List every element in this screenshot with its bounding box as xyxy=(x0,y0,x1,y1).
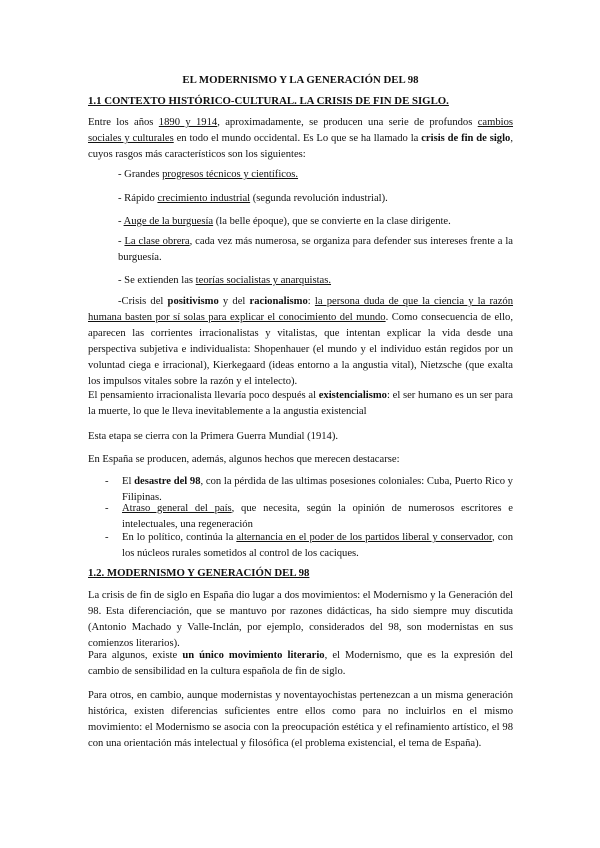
text-run: - Se extienden las xyxy=(118,275,196,286)
paragraph xyxy=(88,452,513,468)
paragraph xyxy=(88,588,513,652)
list-item xyxy=(105,501,513,533)
text-run: Para otros, en cambio, aunque modernistas y noventayochistas pertenezcan a un misma generación histórica, existen diferencias suficientes entre ellos como para no incluirlos en el mismo movimiento: el Modernismo se asocia con la preocupación estética y el refinamiento artístico, el 98 con una orientación más intelectual y filosófica (el problema existencial, el tema de España). xyxy=(88,690,513,749)
bold-text: crisis de fin de siglo xyxy=(421,133,511,144)
text-run: (la belle époque), que se convierte en la clase dirigente. xyxy=(213,216,451,227)
underlined-text: cambios sociales y culturales xyxy=(88,117,514,144)
list-dash: - xyxy=(105,503,109,514)
text-run: En España se producen, además, algunos hechos que merecen destacarse: xyxy=(88,454,400,465)
section-heading xyxy=(88,565,513,581)
bullet-item xyxy=(118,191,513,207)
underlined-text: progresos técnicos y científicos. xyxy=(162,169,299,180)
text-run: , que necesita, según la opinión de numerosos escritores e intelectuales, una regeneración xyxy=(122,503,513,530)
text-run: El pensamiento irracionalista llevaría poco después al xyxy=(88,390,319,401)
text-run: , aproximadamente, se producen una serie de profundos xyxy=(217,117,478,128)
text-run: (segunda revolución industrial). xyxy=(250,193,388,204)
text-run: En lo político, continúa la xyxy=(122,532,237,543)
paragraph xyxy=(88,429,513,445)
text-run: : xyxy=(307,296,315,307)
document-title xyxy=(88,72,513,88)
text-run: La crisis de fin de siglo en España dio lugar a dos movimientos: el Modernismo y la Generación del 98. Esta diferenciación, que se mantuvo por razones didácticas, ha sido siempre muy discutida (Antonio Machado y Valle-Inclán, por ejemplo, considerados del 98, son modernistas en sus comienzos literarios). xyxy=(88,590,513,649)
paragraph xyxy=(88,648,513,680)
text-run: 1.2. MODERNISMO Y GENERACIÓN DEL 98 xyxy=(88,567,310,579)
text-run: . Como consecuencia de ello, aparecen las corrientes irracionalistas y vitalistas, que intentan explicar la vida desde una perspectiva subjetiva e individualista: Shopenhauer (el mundo y el individuo están regidos por un voluntad ciega e irracional), Kierkegaard (ideas entorno a la angustia vital), Nietzsche (que exalta los impulsos vitales sobre la razón y el intelecto). xyxy=(88,312,513,387)
text-run: en todo el mundo occidental. Es Lo que se ha llamado la xyxy=(173,133,422,144)
text-run: El xyxy=(122,476,135,487)
bold-text: un único movimiento literario xyxy=(182,650,325,661)
list-item xyxy=(105,530,513,562)
paragraph xyxy=(88,115,513,163)
underlined-text: 1890 y 1914 xyxy=(158,117,218,128)
list-dash: - xyxy=(105,532,109,543)
underlined-text: teorías socialistas y anarquistas. xyxy=(195,275,332,286)
list-dash: - xyxy=(105,476,109,487)
bold-text: racionalismo xyxy=(249,296,308,307)
section-heading xyxy=(88,93,513,109)
bold-text: positivismo xyxy=(167,296,219,307)
bullet-item xyxy=(118,273,513,289)
bold-text: desastre del 98 xyxy=(134,476,201,487)
text-run: Para algunos, existe xyxy=(88,650,183,661)
text-run: - xyxy=(118,216,124,227)
text-run: -Crisis del xyxy=(118,296,168,307)
underlined-text: crecimiento industrial xyxy=(157,193,251,204)
underlined-text: la persona duda de que la ciencia y la razón humana basten por sí solas para explicar el conocimiento del mundo xyxy=(88,296,514,323)
underlined-text: Auge de la burguesía xyxy=(123,216,214,227)
bullet-item xyxy=(118,234,513,266)
indented-paragraph xyxy=(88,294,513,390)
text-run: Esta etapa se cierra con la Primera Guerra Mundial (1914). xyxy=(88,431,339,442)
text-run: - Rápido xyxy=(118,193,158,204)
underlined-text: alternancia en el poder de los partidos liberal y conservador xyxy=(236,532,493,543)
underlined-text: Atraso general del país xyxy=(122,503,232,514)
text-run: : el ser humano es un ser para la muerte, lo que le lleva inevitablemente a la angustia existencial xyxy=(88,390,513,417)
paragraph xyxy=(88,388,513,420)
bullet-item xyxy=(118,214,513,230)
text-run: Entre los años xyxy=(88,117,159,128)
text-run: , cada vez más numerosa, se organiza para defender sus intereses frente a la burguesía. xyxy=(118,236,513,263)
paragraph xyxy=(88,688,513,752)
text-run: - xyxy=(118,236,125,247)
bold-text: existencialismo xyxy=(318,390,387,401)
text-run: 1.1 CONTEXTO HISTÓRICO-CULTURAL. LA CRISIS DE FIN DE SIGLO. xyxy=(88,95,449,107)
text-run: , con los núcleos rurales sometidos al control de los caciques. xyxy=(122,532,513,559)
text-run: y del xyxy=(218,296,250,307)
text-run: EL MODERNISMO Y LA GENERACIÓN DEL 98 xyxy=(182,74,419,86)
text-run: , cuyos rasgos más característicos son los siguientes: xyxy=(88,133,513,160)
underlined-text: La clase obrera xyxy=(124,236,190,247)
text-run: - Grandes xyxy=(118,169,163,180)
bullet-item xyxy=(118,167,513,183)
text-run: , con la pérdida de las ultimas posesiones coloniales: Cuba, Puerto Rico y Filipinas. xyxy=(122,476,513,503)
text-run: , el Modernismo, que es la expresión del cambio de sensibilidad en la cultura española de fin de siglo. xyxy=(88,650,513,677)
